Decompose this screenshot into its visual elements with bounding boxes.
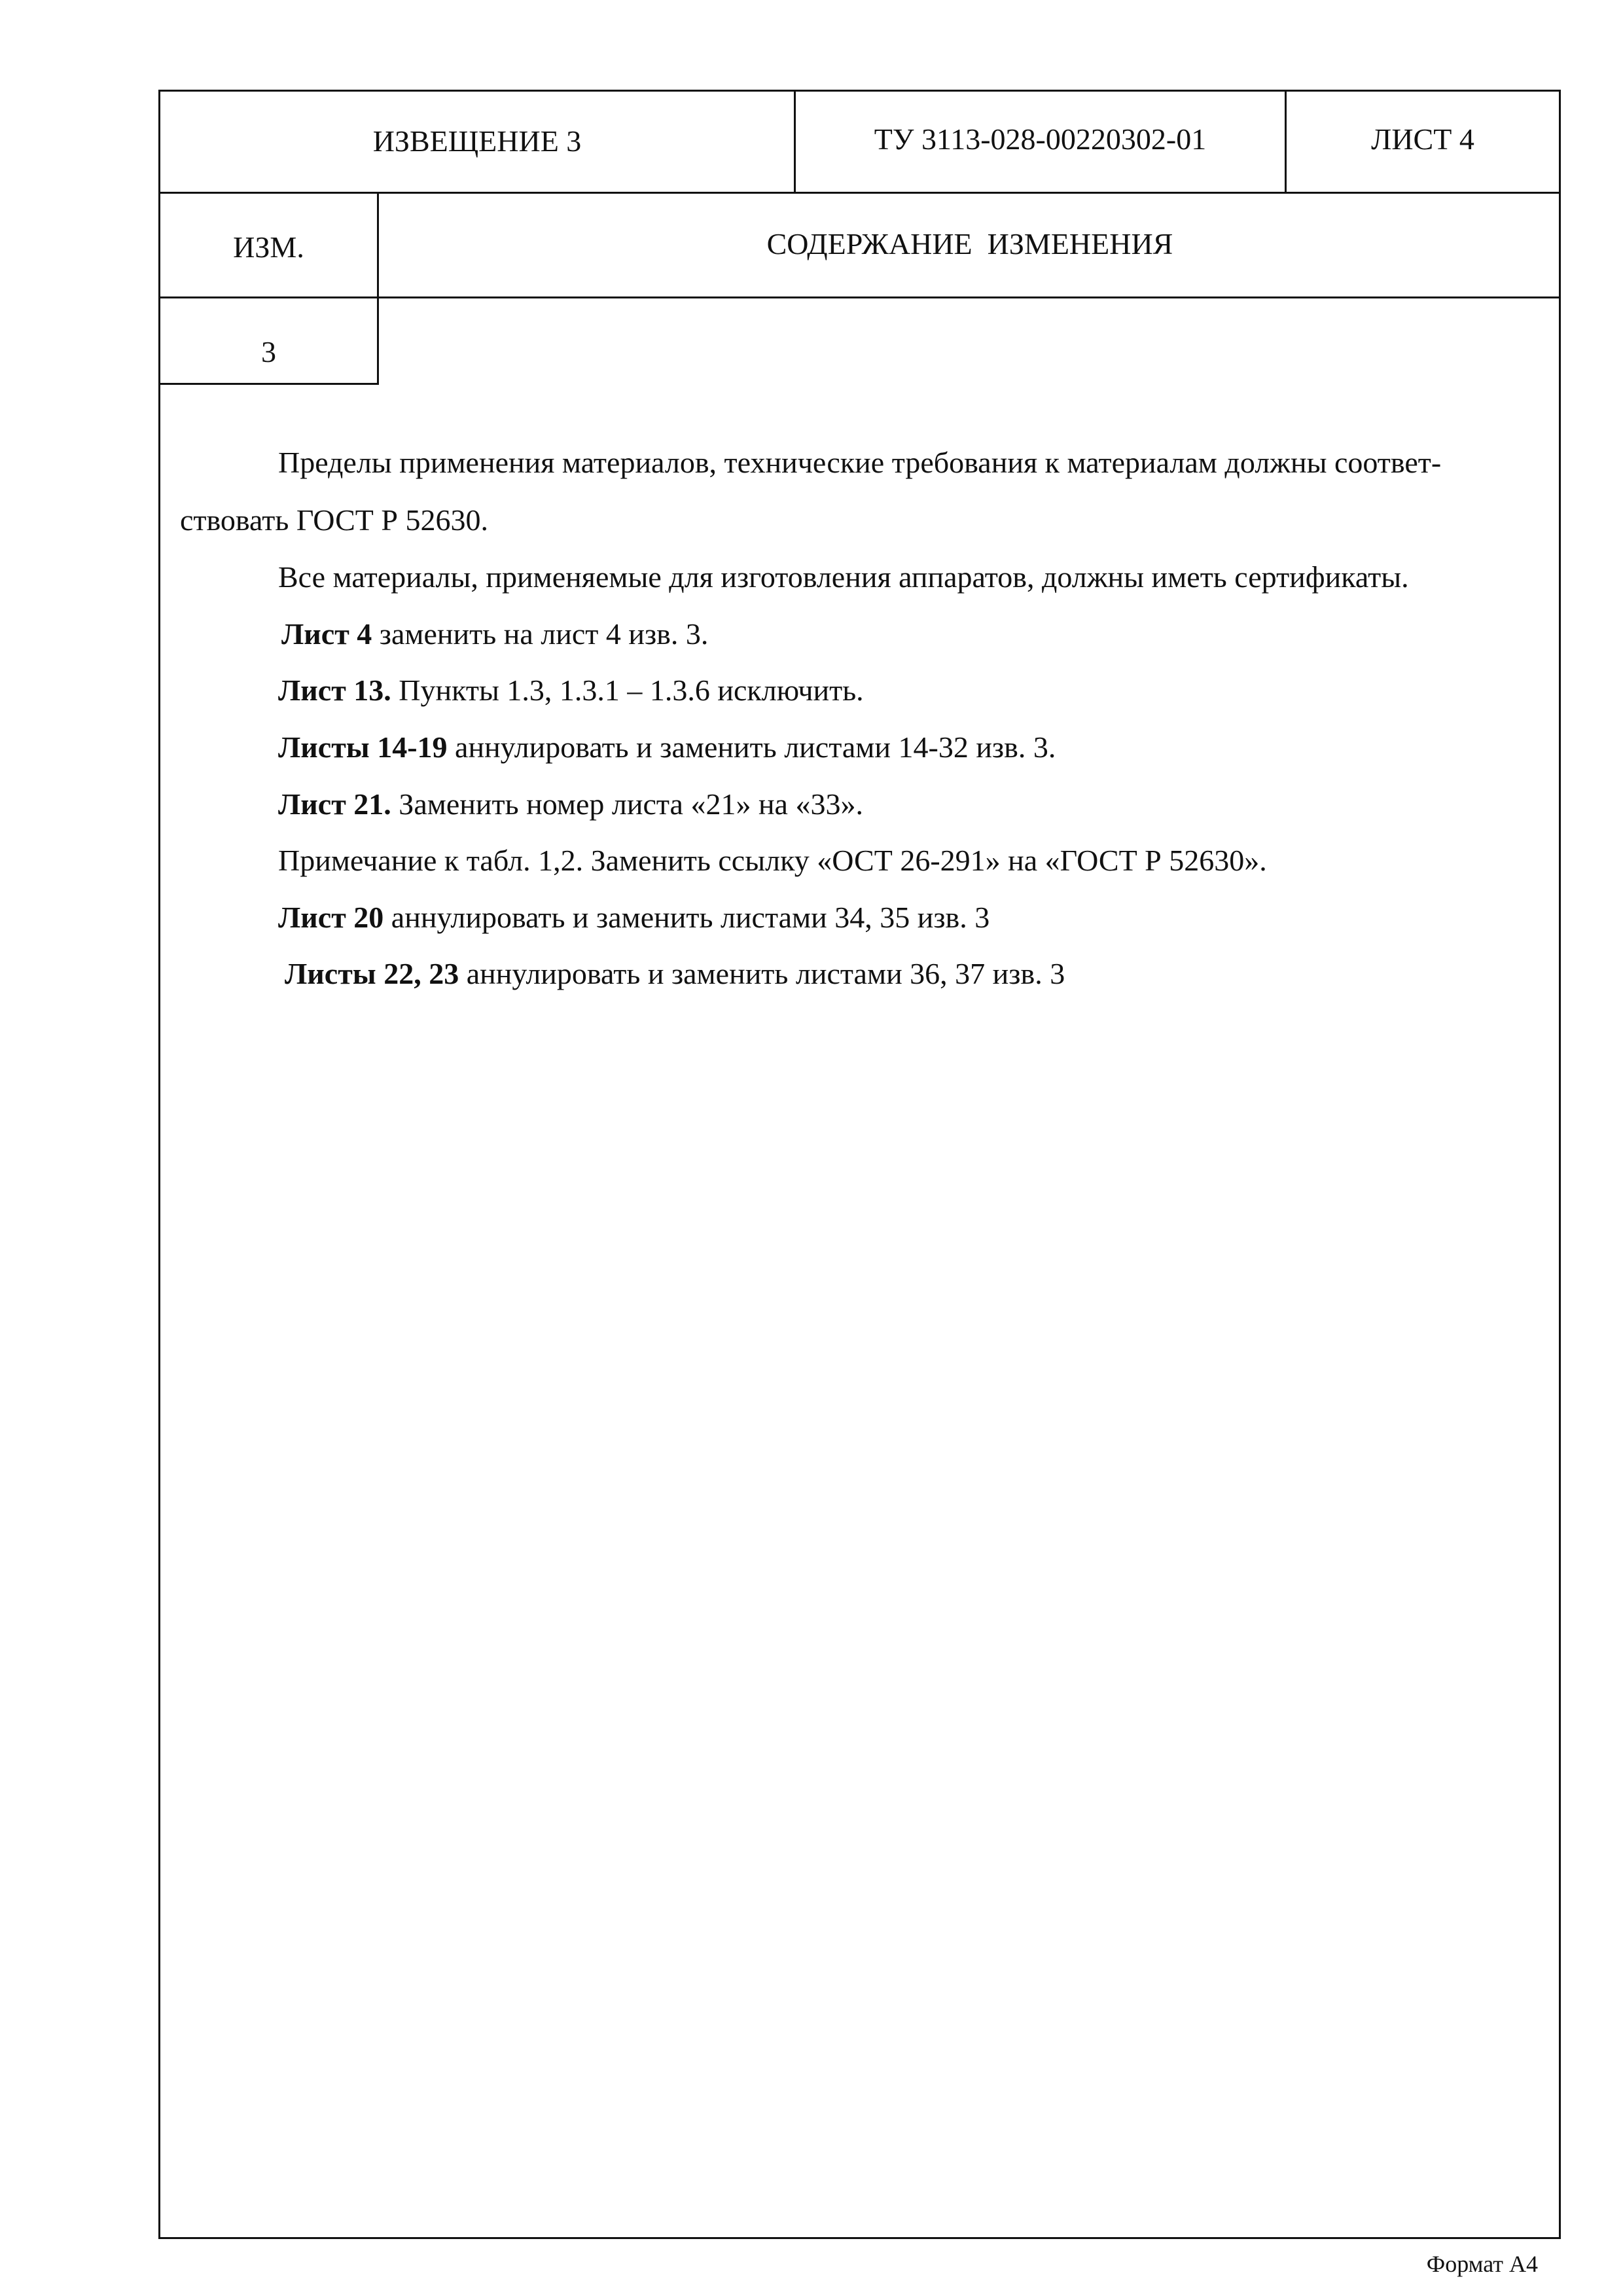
paragraph-3-text: Все материалы, применяемые для изготовления аппаратов, должны иметь сертификаты. — [278, 560, 1409, 594]
change-cell-bottom-line — [158, 383, 379, 385]
paragraph-9-bold: Лист 20 — [278, 901, 384, 934]
page-frame — [158, 90, 1561, 2239]
paragraph-6-text: аннулировать и заменить листами 14-32 изв. 3. — [447, 730, 1056, 764]
paragraph-10-text: аннулировать и заменить листами 36, 37 изв. 3 — [459, 957, 1065, 990]
paragraph-7 — [278, 843, 1267, 878]
change-number: 3 — [261, 335, 276, 368]
paragraph-1 — [278, 445, 1441, 480]
paragraph-4-bold: Лист 4 — [281, 617, 372, 651]
subheader-bottom-line — [158, 296, 1561, 298]
paragraph-1-text: Пределы применения материалов, технические требования к материалам должны соответ- — [278, 446, 1442, 479]
paragraph-7-bold: Лист 21. — [278, 787, 391, 821]
sheet-number: ЛИСТ 4 — [1371, 122, 1474, 156]
paragraph-8 — [278, 900, 990, 935]
paragraph-9 — [285, 956, 1065, 991]
paragraph-2-text: ствовать ГОСТ Р 52630. — [180, 503, 488, 537]
paragraph-5-bold: Лист 13. — [278, 673, 391, 707]
paragraph-6 — [278, 787, 863, 821]
paragraph-3 — [281, 617, 708, 651]
change-column-header: ИЗМ. — [233, 230, 304, 264]
paragraph-5 — [278, 730, 1056, 764]
paragraph-10-bold: Листы 22, 23 — [285, 957, 459, 990]
change-cell-right-line — [377, 296, 379, 385]
notice-title: ИЗВЕЩЕНИЕ 3 — [372, 124, 582, 158]
doc-code: ТУ 3113-028-00220302-01 — [874, 122, 1207, 156]
content-column-header: СОДЕРЖАНИЕ ИЗМЕНЕНИЯ — [766, 227, 1173, 260]
paragraph-2 — [278, 560, 1409, 594]
paragraph-9-text: аннулировать и заменить листами 34, 35 изв. 3 — [383, 901, 990, 934]
paragraph-8-text: Примечание к табл. 1,2. Заменить ссылку «ОСТ 26-291» на «ГОСТ Р 52630». — [278, 844, 1267, 877]
paragraph-6-bold: Листы 14-19 — [278, 730, 448, 764]
paragraph-4 — [278, 673, 864, 708]
paragraph-4-text: заменить на лист 4 изв. 3. — [372, 617, 709, 651]
paragraph-1-cont — [180, 503, 488, 537]
paragraph-7-text: Заменить номер листа «21» на «33». — [391, 787, 863, 821]
paragraph-5-text: Пункты 1.3, 1.3.1 – 1.3.6 исключить. — [391, 673, 864, 707]
format-label: Формат А4 — [1426, 2251, 1538, 2277]
header-bottom-line — [158, 192, 1561, 194]
